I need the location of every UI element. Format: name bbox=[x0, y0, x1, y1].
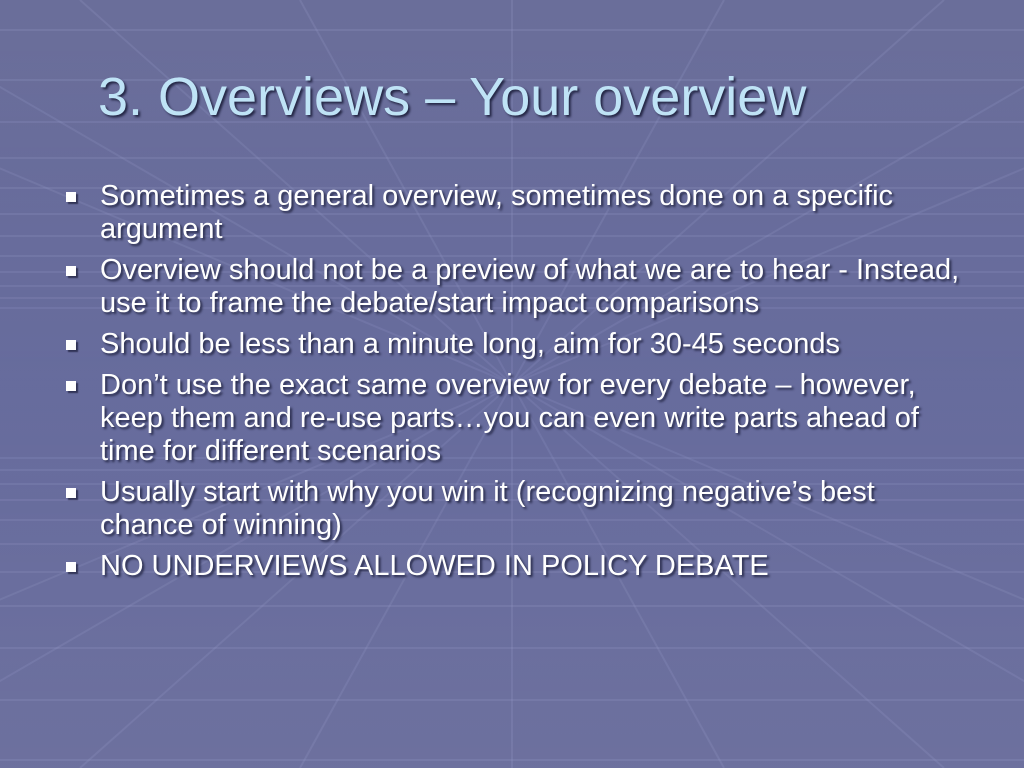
square-bullet-icon bbox=[66, 266, 76, 276]
bullet-item bbox=[62, 254, 962, 320]
bullet-list bbox=[62, 180, 962, 591]
square-bullet-icon bbox=[66, 192, 76, 202]
bullet-item bbox=[62, 369, 962, 468]
bullet-text: Overview should not be a preview of what we are to hear - Instead, use it to frame the debate/start impact comparisons bbox=[100, 254, 960, 319]
slide-title: 3. Overviews – Your overview bbox=[98, 67, 807, 127]
bullet-text: Usually start with why you win it (recognizing negative’s best chance of winning) bbox=[100, 476, 875, 541]
square-bullet-icon bbox=[66, 340, 76, 350]
bullet-item bbox=[62, 476, 962, 542]
bullet-text: NO UNDERVIEWS ALLOWED IN POLICY DEBATE bbox=[100, 550, 769, 582]
bullet-text: Should be less than a minute long, aim for 30-45 seconds bbox=[100, 328, 840, 360]
bullet-text: Don’t use the exact same overview for every debate – however, keep them and re-use parts…you can even write parts ahead of time for different scenarios bbox=[100, 369, 919, 467]
square-bullet-icon bbox=[66, 488, 76, 498]
square-bullet-icon bbox=[66, 562, 76, 572]
square-bullet-icon bbox=[66, 381, 76, 391]
bullet-item bbox=[62, 328, 962, 361]
bullet-item bbox=[62, 550, 962, 583]
bullet-item bbox=[62, 180, 962, 246]
bullet-text: Sometimes a general overview, sometimes done on a specific argument bbox=[100, 180, 894, 245]
